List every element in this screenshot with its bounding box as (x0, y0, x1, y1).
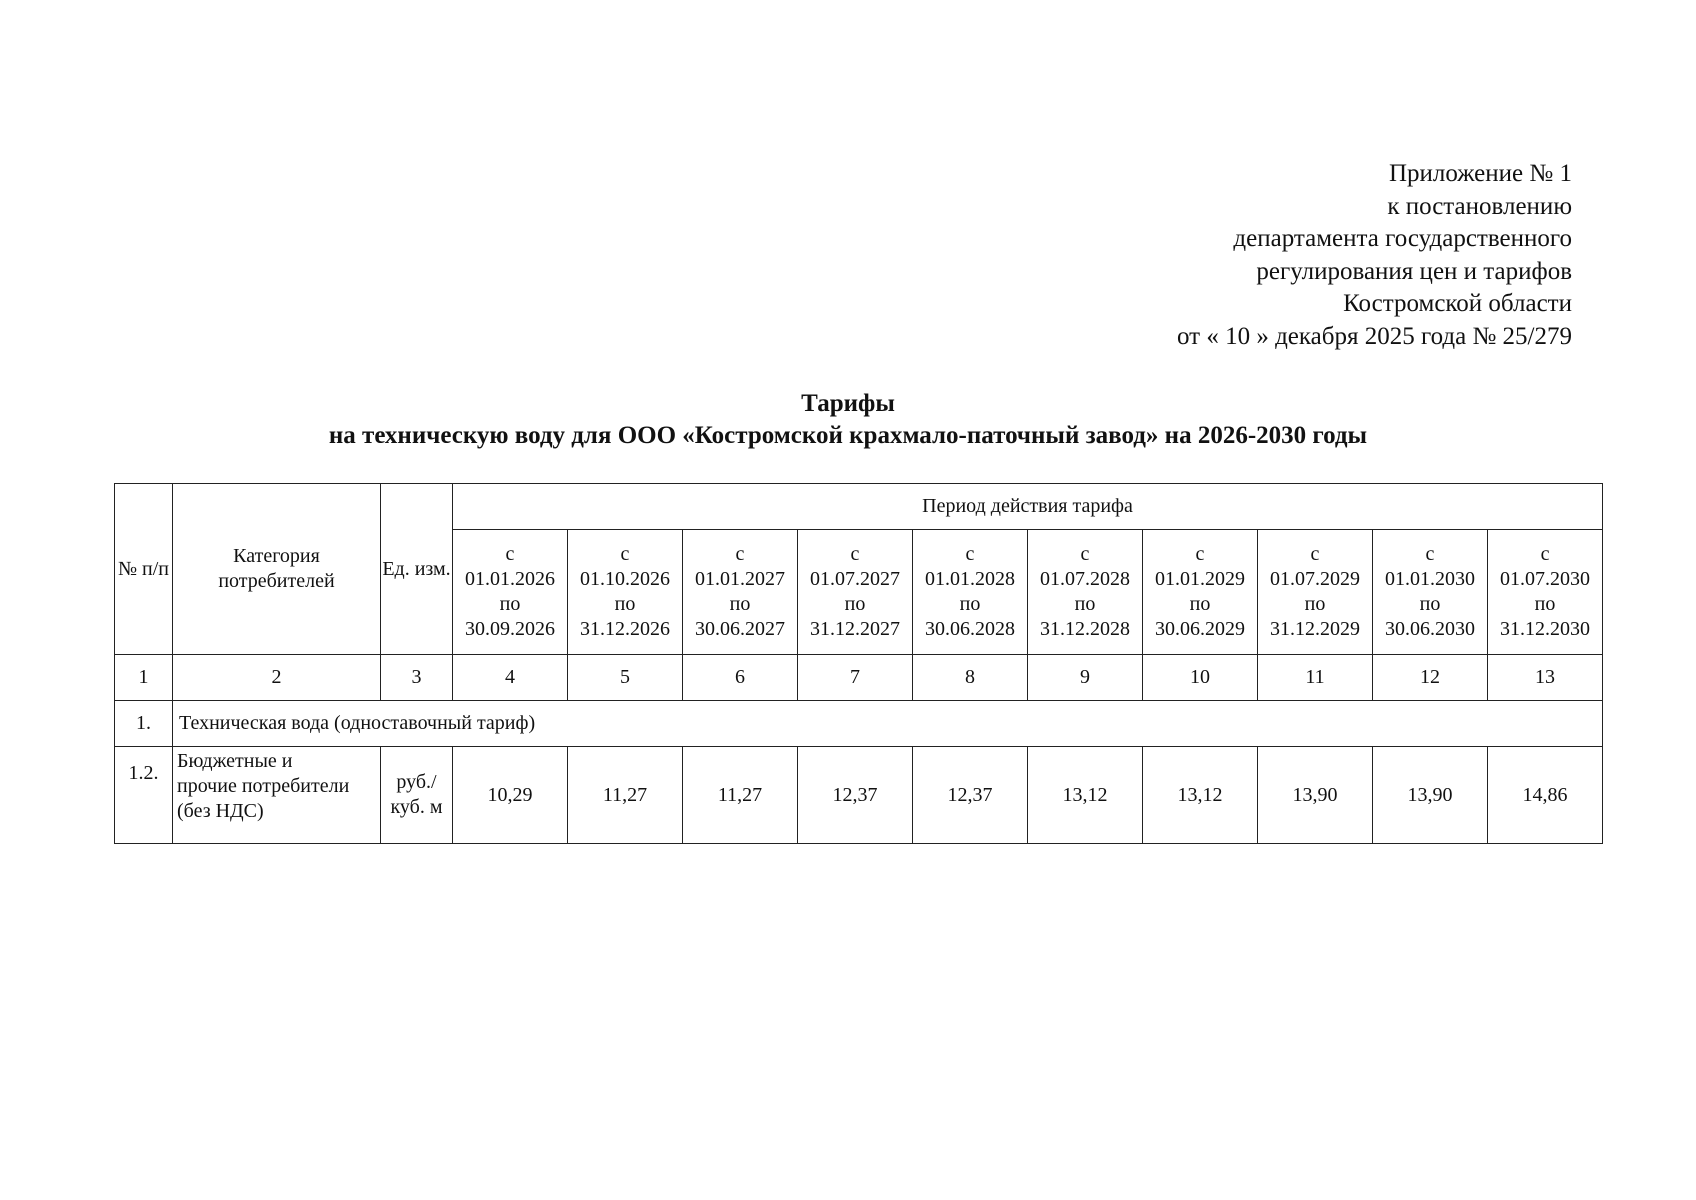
period-to-word: по (1419, 593, 1441, 615)
column-number-cell: 13 (1488, 655, 1603, 701)
period-from-word: с (1540, 543, 1550, 565)
appendix-line: регулирования цен и тарифов (1256, 257, 1572, 285)
document-title (0, 388, 1696, 452)
period-to: 31.12.2027 (810, 618, 900, 640)
column-number-cell: 6 (683, 655, 798, 701)
period-header-cell (798, 530, 913, 655)
column-number-cell: 11 (1258, 655, 1373, 701)
tariff-table (114, 483, 1603, 844)
tariff-value-cell: 11,27 (683, 747, 798, 844)
appendix-line: Приложение № 1 (1388, 160, 1572, 187)
period-from: 01.01.2029 (1155, 568, 1245, 590)
period-from: 01.01.2026 (465, 568, 555, 590)
row-index: 1.2. (115, 747, 173, 844)
period-to: 30.09.2026 (465, 618, 555, 640)
period-to: 31.12.2028 (1040, 618, 1130, 640)
title-line-1: Тарифы (801, 390, 895, 417)
tariff-value-cell: 10,29 (453, 747, 568, 844)
header-period: Период действия тарифа (453, 484, 1603, 530)
period-from: 01.10.2026 (580, 568, 670, 590)
row-unit: руб./ куб. м (381, 747, 453, 844)
period-from: 01.07.2030 (1500, 568, 1591, 590)
period-header-cell (568, 530, 683, 655)
column-number-cell: 5 (568, 655, 683, 701)
period-to: 30.06.2030 (1385, 618, 1475, 640)
appendix-block (872, 158, 1572, 353)
period-to: 31.12.2029 (1270, 618, 1360, 640)
period-header-cell (453, 530, 568, 655)
period-to-word: по (729, 593, 751, 615)
period-from: 01.07.2028 (1040, 568, 1130, 590)
appendix-line: от « 10 » декабря 2025 года № 25/279 (1176, 322, 1572, 350)
tariff-value-cell: 13,90 (1373, 747, 1488, 844)
appendix-line: к постановлению (1387, 192, 1572, 220)
header-category: Категория потребителей (173, 484, 381, 655)
period-from: 01.01.2028 (925, 568, 1015, 590)
period-from-word: с (1080, 543, 1090, 565)
section-index: 1. (115, 701, 173, 747)
period-from-word: с (850, 543, 860, 565)
column-number-cell: 3 (381, 655, 453, 701)
tariff-value-cell: 13,12 (1028, 747, 1143, 844)
period-from-word: с (1195, 543, 1205, 565)
table-row (115, 747, 1603, 844)
period-to: 30.06.2029 (1155, 618, 1245, 640)
column-number-cell: 9 (1028, 655, 1143, 701)
category-line: (без НДС) (177, 800, 264, 822)
period-header-cell (1373, 530, 1488, 655)
period-to: 31.12.2030 (1500, 618, 1591, 640)
tariff-value-cell: 13,12 (1143, 747, 1258, 844)
column-number-cell: 1 (115, 655, 173, 701)
period-from-word: с (505, 543, 515, 565)
tariff-value-cell: 14,86 (1488, 747, 1603, 844)
period-to-word: по (1534, 593, 1556, 615)
category-line: Бюджетные и (177, 750, 293, 772)
row-category (173, 747, 381, 844)
title-line-2: на техническую воду для ООО «Костромской крахмало-паточный завод» на 2026-2030 годы (328, 422, 1368, 449)
period-header-cell (1488, 530, 1603, 655)
tariff-value-cell: 11,27 (568, 747, 683, 844)
period-to-word: по (614, 593, 636, 615)
period-to: 30.06.2027 (695, 618, 785, 640)
period-header-cell (1143, 530, 1258, 655)
period-header-cell (683, 530, 798, 655)
column-number-cell: 2 (173, 655, 381, 701)
period-header-cell (913, 530, 1028, 655)
header-unit: Ед. изм. (381, 484, 453, 655)
section-label: Техническая вода (одноставочный тариф) (173, 701, 1603, 747)
period-from-word: с (965, 543, 975, 565)
column-number-cell: 10 (1143, 655, 1258, 701)
period-to-word: по (1304, 593, 1326, 615)
column-number-cell: 8 (913, 655, 1028, 701)
category-line: прочие потребители (177, 775, 350, 797)
period-from: 01.07.2029 (1270, 568, 1360, 590)
tariff-value-cell: 12,37 (798, 747, 913, 844)
period-from-word: с (735, 543, 745, 565)
tariff-value-cell: 13,90 (1258, 747, 1373, 844)
period-from: 01.07.2027 (810, 568, 900, 590)
period-to: 31.12.2026 (580, 618, 670, 640)
period-from-word: с (1310, 543, 1320, 565)
period-to-word: по (844, 593, 866, 615)
period-from-word: с (620, 543, 630, 565)
appendix-line: департамента государственного (1233, 225, 1572, 252)
section-row (115, 701, 1603, 747)
period-to-word: по (1074, 593, 1096, 615)
tariff-value-cell: 12,37 (913, 747, 1028, 844)
period-header-cell (1028, 530, 1143, 655)
appendix-line: Костромской области (1343, 290, 1572, 317)
column-number-row (115, 655, 1603, 701)
period-from-word: с (1425, 543, 1435, 565)
header-num: № п/п (115, 484, 173, 655)
period-to-word: по (499, 593, 521, 615)
column-number-cell: 7 (798, 655, 913, 701)
column-number-cell: 12 (1373, 655, 1488, 701)
period-from: 01.01.2030 (1385, 568, 1475, 590)
period-to-word: по (1189, 593, 1211, 615)
period-header-cell (1258, 530, 1373, 655)
period-to-word: по (959, 593, 981, 615)
period-from: 01.01.2027 (695, 568, 785, 590)
column-number-cell: 4 (453, 655, 568, 701)
period-to: 30.06.2028 (925, 618, 1015, 640)
